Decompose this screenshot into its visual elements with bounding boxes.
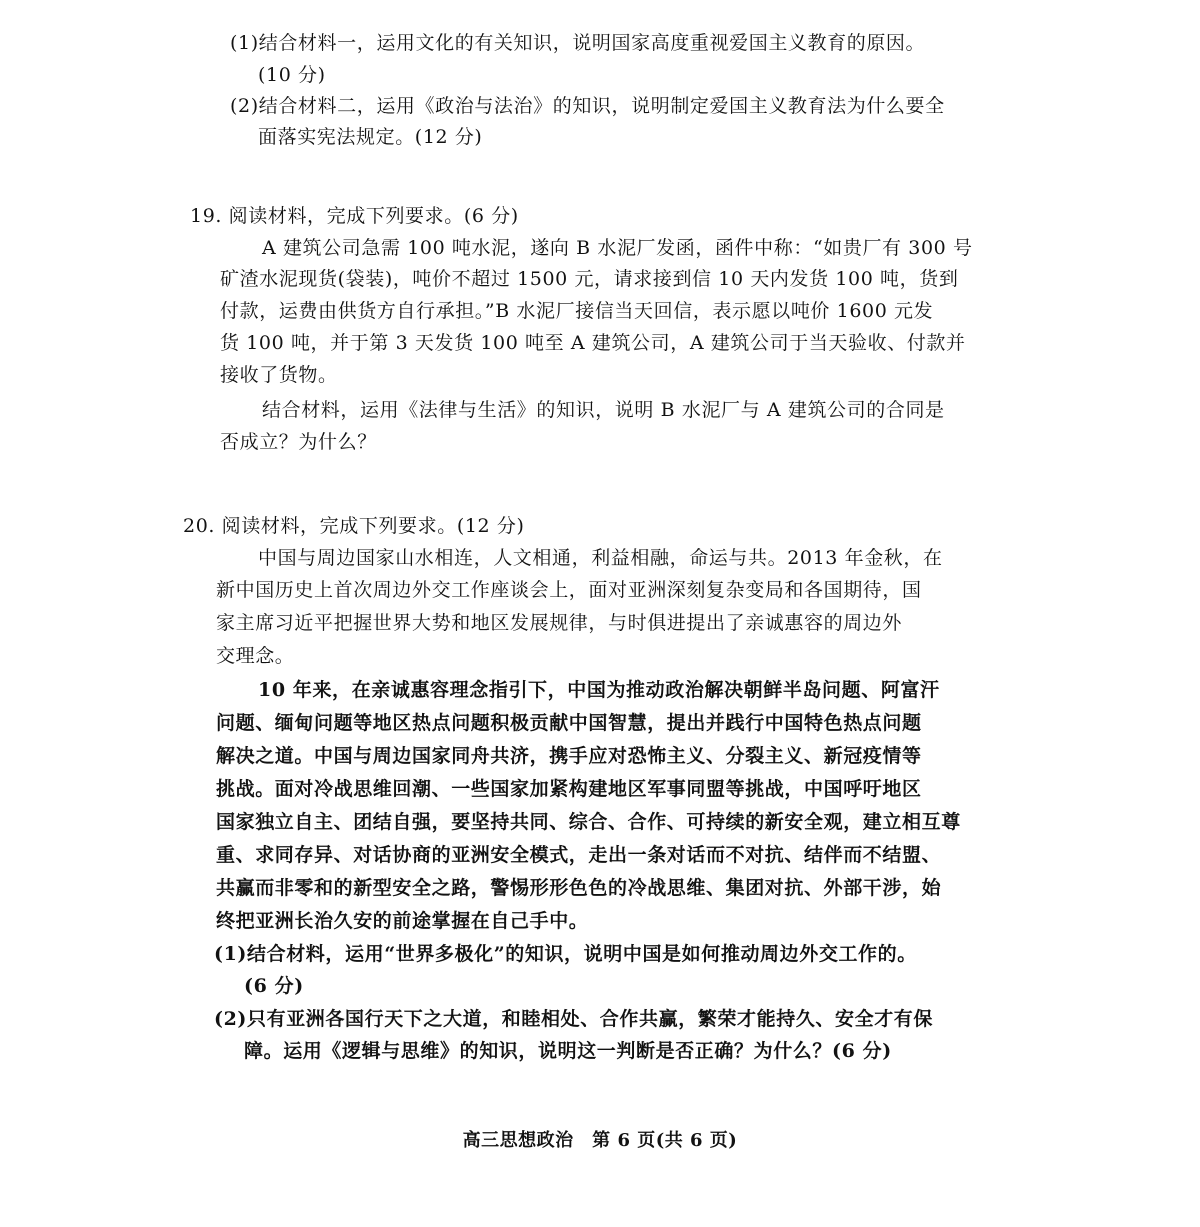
q19-material-line: 付款，运费由供货方自行承担。”B 水泥厂接信当天回信，表示愿以吨价 1600 元发 [220,300,934,322]
q20-sub2-line1: (2)只有亚洲各国行天下之大道，和睦相处、合作共赢，繁荣才能持久、安全才有保 [214,1008,934,1030]
q18-sub2-line2: 面落实宪法规定。(12 分) [258,126,483,148]
q20-para2-line: 问题、缅甸问题等地区热点问题积极贡献中国智慧，提出并践行中国特色热点问题 [216,712,922,734]
q20-para2-line: 解决之道。中国与周边国家同舟共济，携手应对恐怖主义、分裂主义、新冠疫情等 [216,745,922,767]
page-footer: 高三思想政治 第 6 页(共 6 页) [462,1130,738,1151]
q19-question-line: 结合材料，运用《法律与生活》的知识，说明 B 水泥厂与 A 建筑公司的合同是 [262,399,945,421]
q20-sub2-line2: 障。运用《逻辑与思维》的知识，说明这一判断是否正确？为什么？(6 分) [244,1040,892,1062]
q20-para2-line: 10 年来，在亲诚惠容理念指引下，中国为推动政治解决朝鲜半岛问题、阿富汗 [258,679,940,701]
q20-para2-line: 共赢而非零和的新型安全之路，警惕形形色色的冷战思维、集团对抗、外部干涉，始 [216,877,942,899]
q18-sub1-line2: (10 分) [258,64,326,86]
q19-question-line: 否成立？为什么？ [220,431,377,453]
q20-para1-line: 中国与周边国家山水相连，人文相通，利益相融，命运与共。2013 年金秋，在 [258,547,943,569]
q20-para1-line: 新中国历史上首次周边外交工作座谈会上，面对亚洲深刻复杂变局和各国期待，国 [216,579,922,601]
q19-material-line: A 建筑公司急需 100 吨水泥，遂向 B 水泥厂发函，函件中称：“如贵厂有 300 号 [262,237,973,259]
q20-para2-line: 终把亚洲长治久安的前途掌握在自己手中。 [216,910,589,932]
q20-para1-line: 家主席习近平把握世界大势和地区发展规律，与时俱进提出了亲诚惠容的周边外 [216,612,903,634]
q20-para2-line: 重、求同存异、对话协商的亚洲安全模式，走出一条对话而不对抗、结伴而不结盟、 [216,844,942,866]
q20-para2-line: 国家独立自主、团结自强，要坚持共同、综合、合作、可持续的新安全观，建立相互尊 [216,811,961,833]
q18-sub1-line1: (1)结合材料一，运用文化的有关知识，说明国家高度重视爱国主义教育的原因。 [230,32,926,54]
q19-title: 19. 阅读材料，完成下列要求。(6 分) [190,205,519,227]
q19-material-line: 接收了货物。 [220,364,338,386]
q18-sub2-line1: (2)结合材料二，运用《政治与法治》的知识，说明制定爱国主义教育法为什么要全 [230,95,945,117]
q19-material-line: 货 100 吨，并于第 3 天发货 100 吨至 A 建筑公司，A 建筑公司于当天验收、付款并 [220,332,966,354]
q20-sub1-line2: (6 分) [244,975,304,997]
q20-sub1-line1: (1)结合材料，运用“世界多极化”的知识，说明中国是如何推动周边外交工作的。 [214,943,917,965]
q20-para1-line: 交理念。 [216,645,295,667]
q19-material-line: 矿渣水泥现货(袋装)，吨价不超过 1500 元，请求接到信 10 天内发货 100 吨，货到 [220,268,959,290]
q20-title: 20. 阅读材料，完成下列要求。(12 分) [183,515,525,537]
q20-para2-line: 挑战。面对冷战思维回潮、一些国家加紧构建地区军事同盟等挑战，中国呼吁地区 [216,778,922,800]
